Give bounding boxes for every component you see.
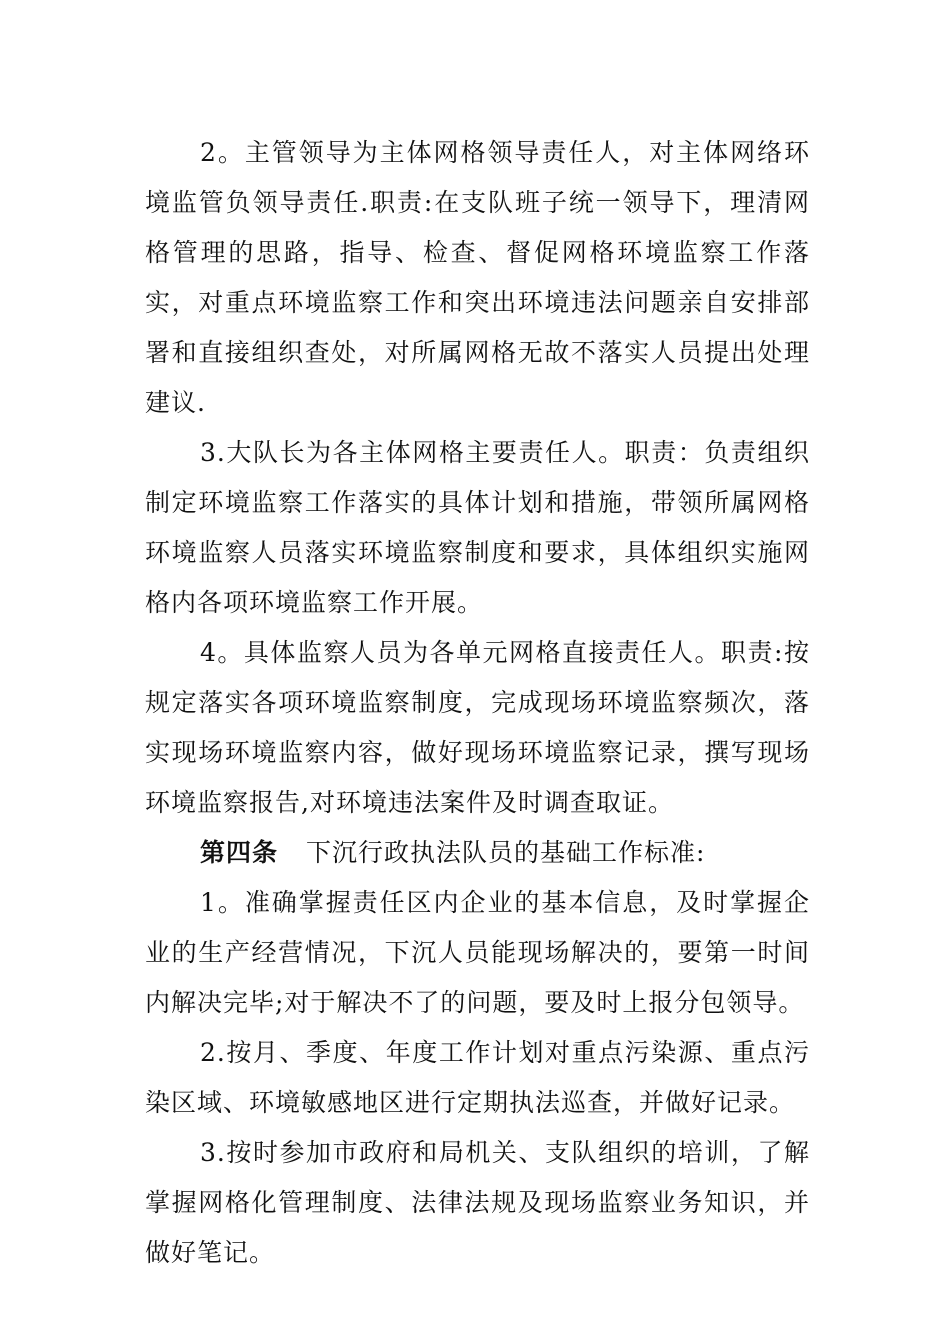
list-item: 1。准确掌握责任区内企业的基本信息，及时掌握企业的生产经营情况，下沉人员能现场解决的，要第一时间内解决完毕;对于解决不了的问题，要及时上报分包领导。 (145, 888, 810, 1017)
paragraph-inspector-responsibility: 4。具体监察人员为各单元网格直接责任人。职责:按规定落实各项环境监察制度，完成现场环境监察频次，落实现场环境监察内容，做好现场环境监察记录，撰写现场环境监察报告,对环境违法案件及时调查取证。 (145, 638, 810, 817)
article-heading (145, 828, 810, 878)
document-body (145, 128, 810, 1278)
article-number: 第四条 (200, 838, 279, 867)
paragraph-captain-responsibility: 3.大队长为各主体网格主要责任人。职责：负责组织制定环境监察工作落实的具体计划和措施，带领所属网格环境监察人员落实环境监察制度和要求，具体组织实施网格内各项环境监察工作开展。 (145, 438, 810, 617)
article-title: 下沉行政执法队员的基础工作标准: (306, 838, 706, 867)
list-item: 3.按时参加市政府和局机关、支队组织的培训，了解掌握网格化管理制度、法律法规及现场监察业务知识，并做好笔记。 (145, 1138, 810, 1267)
list-item: 2.按月、季度、年度工作计划对重点污染源、重点污染区域、环境敏感地区进行定期执法巡查，并做好记录。 (145, 1038, 810, 1117)
paragraph-leader-responsibility: 2。主管领导为主体网格领导责任人，对主体网络环境监管负领导责任.职责:在支队班子统一领导下，理清网格管理的思路，指导、检查、督促网格环境监察工作落实，对重点环境监察工作和突出环境违法问题亲自安排部署和直接组织查处，对所属网格无故不落实人员提出处理建议. (145, 138, 810, 417)
